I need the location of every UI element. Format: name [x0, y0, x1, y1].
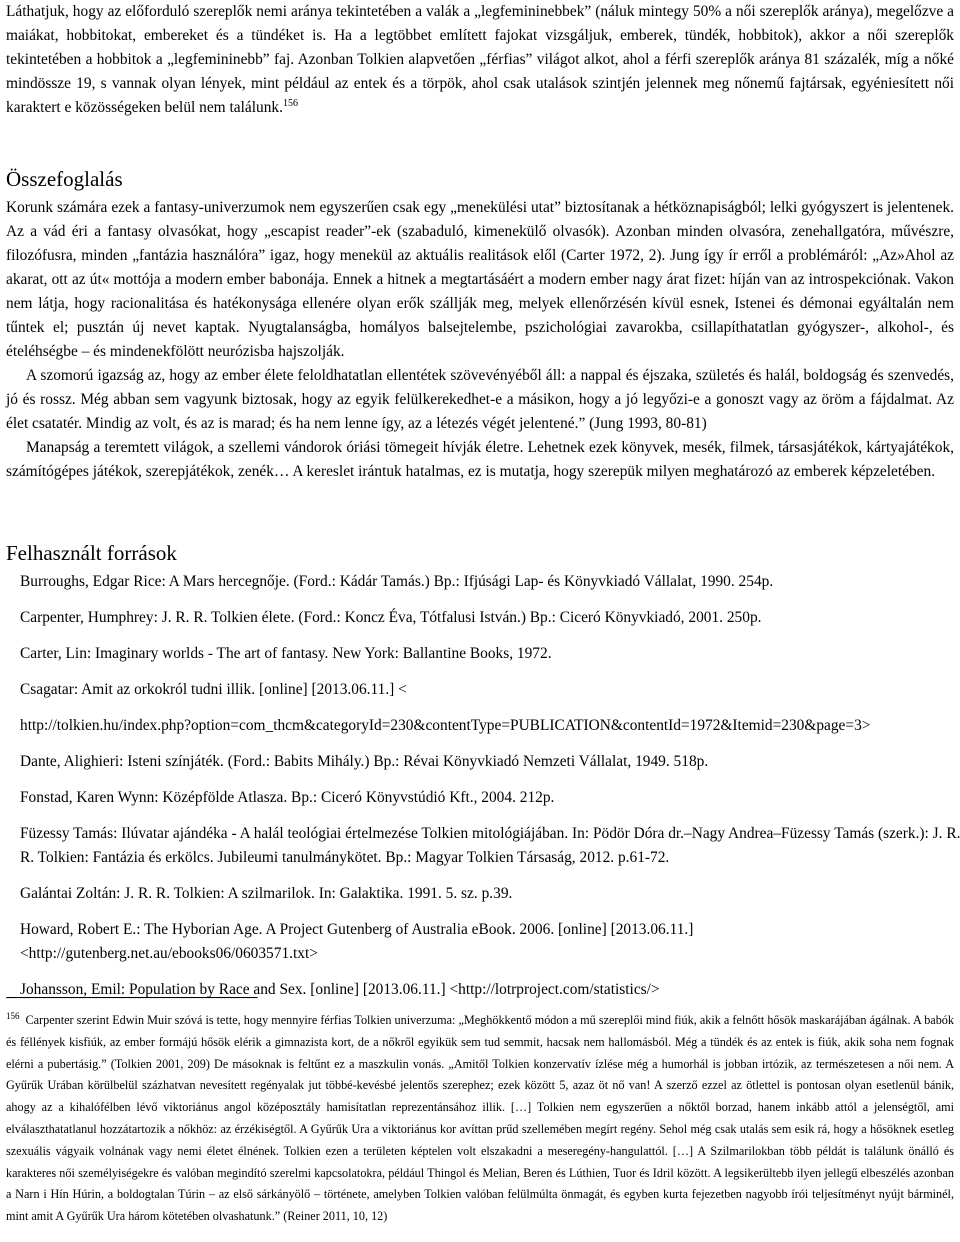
source-item-fonstad: Fonstad, Karen Wynn: Középfölde Atlasza. Bp.: Ciceró Könyvstúdió Kft., 2004. 212p.	[20, 789, 555, 806]
footnote-156	[6, 1010, 954, 1228]
intro-paragraph	[6, 0, 954, 120]
sources-list	[6, 570, 960, 1014]
summary-section	[6, 196, 954, 484]
source-item-galantai: Galántai Zoltán: J. R. R. Tolkien: A szilmarilok. In: Galaktika. 1991. 5. sz. p.39.	[20, 885, 513, 902]
footnote-text: Carpenter szerint Edwin Muir szóvá is tette, hogy mennyire férfias Tolkien univerzuma: „Meghökkentő módon a mű szereplői mind fiúk, akik a felnőtt hősök maskarájában ágálnak. A babók és féllények kisfiúk, az ember formájú hősök elérik a gimnazista kort, de a nőkről egyikük sem tud semmit, hacsak nem hallomásból. Még a tündék és az entek is fiúk, akik soha nem fognak elérni a pubertásig.” (Tolkien 2001, 209) De másoknak is feltűnt ez a maszkulin vonás. „Amitől Tolkien konzervatív ízlése még a humorhál is jobban irtózik, az természetesen a női nem. A Gyűrűk Urában körülbelül százhatvan nevesített regényalak jut többé-kevésbé jelentős szerephez; ezek között 5, azaz öt nő van! A szerző ezzel az ötlettel is pontosan olyan esetlenül bánik, ahogy az a kihalófélben lévő viktoriánus angol középosztály hamisítatlan reprezentánsához illik. […] Tolkien nem egyszerűen a nőktől borzad, hanem inkább attól a jelenségtől, ami elválaszthatatlanul hozzátartozik a nőkhöz: az érzékiségtől. A Gyűrűk Ura a viktoriánus kor avíttan prűd szellemében megírt regény. Sehol még csak utalás sem esik rá, hogy a hősöknek esetleg szexuális vágyaik volnának vagy nemi életet élnének. Tolkien ezen a területen képtelen volt elszakadni a meseregény-hangulattól. […] A Szilmarilokban több példát is találunk önálló és karakteres női személyiségekre és valóban megindító szerelmi kapcsolatokra, például Thingol és Melian, Beren és Lúthien, Tuor és Idril között. A legsikerültebb ilyen jellegű elbeszélés azonban a Narn i Hín Húrin, a boldogtalan Túrin – az első sárkányölő – története, amelyben Tolkien valóban felülmúlta önmagát, és egyben kurta fejezetben nagyobb írói teljesítményt nyújt bárminél, mint amit A Gyűrűk Ura három kötetében olvashatunk.” (Reiner 2011, 10, 12)	[6, 1013, 954, 1224]
footnote-reference[interactable]: 156	[282, 98, 298, 109]
source-item-csagatar-url[interactable]: http://tolkien.hu/index.php?option=com_thcm&categoryId=230&contentType=PUBLICATION&contentId=1972&Itemid=230&page=3>	[20, 717, 871, 734]
intro-paragraph-text: Láthatjuk, hogy az előforduló szereplők nemi aránya tekintetében a valák a „legfemininebbek” (náluk mintegy 50% a női szereplők aránya), megelőzve a maiákat, hobbitokat, embereket és a tündéket is. Ha a legtöbbet említett fajokat vizsgáljuk, emberek, tündék, hobbitok), akkor a női szereplők tekintetében a hobbitok a „legfemininebb” faj. Azonban Tolkien alapvetően „férfias” világot alkot, ahol a férfi szereplők aránya 81 százalék, míg a nőké mindössze 19, s vannak olyan lények, mint például az entek és a törpök, ahol csak utalások szintjén jelennek meg nőnemű fajtársak, egyéniesített női karaktert e közösségeken belül nem találunk.	[6, 3, 954, 116]
source-item-fuzessy: Füzessy Tamás: Ilúvatar ajándéka - A halál teológiai értelmezése Tolkien mitológiájában. In: Pödör Dóra dr.–Nagy Andrea–Füzessy Tamás (szerk.): J. R. R. Tolkien: Fantázia és erkölcs. Jubileumi tanulmánykötet. Bp.: Magyar Tolkien Társaság, 2012. p.61-72.	[20, 825, 960, 866]
source-item-burroughs: Burroughs, Edgar Rice: A Mars hercegnője. (Ford.: Kádár Tamás.) Bp.: Ifjúsági Lap- és Könyvkiadó Vállalat, 1990. 254p.	[20, 573, 774, 590]
sources-heading: Felhasznált források	[6, 541, 177, 565]
source-item-dante: Dante, Alighieri: Isteni színjáték. (Ford.: Babits Mihály.) Bp.: Révai Könyvkiadó Nemzeti Vállalat, 1949. 518p.	[20, 753, 709, 770]
summary-paragraph-1: Korunk számára ezek a fantasy-univerzumok nem egyszerűen csak egy „menekülési utat” biztosítanak a hétköznapiságból; lelki gyógyszert is jelentenek. Az a vád éri a fantasy olvasókat, hogy „escapist reader”-ek (szabaduló, kimenekülő olvasók). Azonban minden olvasóra, zenehallgatóra, művészre, filozófusra, minden „fantázia használóra” igaz, hogy menekül az aktuális realitások elől (Carter 1972, 2). Jung így ír erről a problémáról: „Az»Ahol az akarat, ott az út« mottója a modern ember babonája. Ennek a hitnek a megtartásáért a modern ember nagy árat fizet: híján van az introspekciónak. Vakon nem látja, hogy racionalitása és hatékonysága ellenére olyan erők szállják meg, melyek ellenőrzésén kívül esnek, Istenei és démonai egyáltalán nem tűntek el; pusztán új nevet kaptak. Nyugtalanságba, homályos balsejtelembe, pszichológiai zavarokba, csillapíthatatlan gyógyszer-, alkohol-, és ételéhségbe – és mindenekfölött neurózisba hajszolják.	[6, 199, 954, 360]
source-item-howard: Howard, Robert E.: The Hyborian Age. A Project Gutenberg of Australia eBook. 2006. [online] [2013.06.11.] <http://gutenberg.net.au/ebooks06/0603571.txt>	[20, 921, 694, 962]
footnote-divider	[6, 997, 258, 999]
summary-paragraph-3: Manapság a teremtett világok, a szellemi vándorok óriási tömegeit hívják életre. Lehetnek ezek könyvek, mesék, filmek, társasjátékok, kártyajátékok, számítógépes játékok, szerepjátékok, zenék… A kereslet irántuk hatalmas, ez is mutatja, hogy szerepük milyen meghatározó az emberek képzeletében.	[6, 439, 954, 480]
source-item-csagatar: Csagatar: Amit az orkokról tudni illik. [online] [2013.06.11.] <	[20, 681, 407, 698]
summary-paragraph-2: A szomorú igazság az, hogy az ember élete feloldhatatlan ellentétek szövevényéből áll: a nappal és éjszaka, születés és halál, boldogság és szenvedés, jó és rossz. Még abban sem vagyunk biztosak, hogy az egyik felülkerekedhet-e a másikon, hogy a jó legyőzi-e a gonoszt vagy az öröm a fájdalmat. Az élet csatatér. Mindig az volt, és az is marad; és ha nem lenne így, az a létezés végét jelentené.” (Jung 1993, 80-81)	[6, 367, 954, 432]
source-item-carpenter: Carpenter, Humphrey: J. R. R. Tolkien élete. (Ford.: Koncz Éva, Tótfalusi István.) Bp.: Ciceró Könyvkiadó, 2001. 250p.	[20, 609, 762, 626]
footnote-marker: 156	[6, 1011, 20, 1021]
summary-heading: Összefoglalás	[6, 167, 123, 191]
source-item-carter: Carter, Lin: Imaginary worlds - The art of fantasy. New York: Ballantine Books, 1972.	[20, 645, 552, 662]
source-item-johansson: Johansson, Emil: Population by Race and Sex. [online] [2013.06.11.] <http://lotrproject.com/statistics/>	[20, 981, 660, 998]
